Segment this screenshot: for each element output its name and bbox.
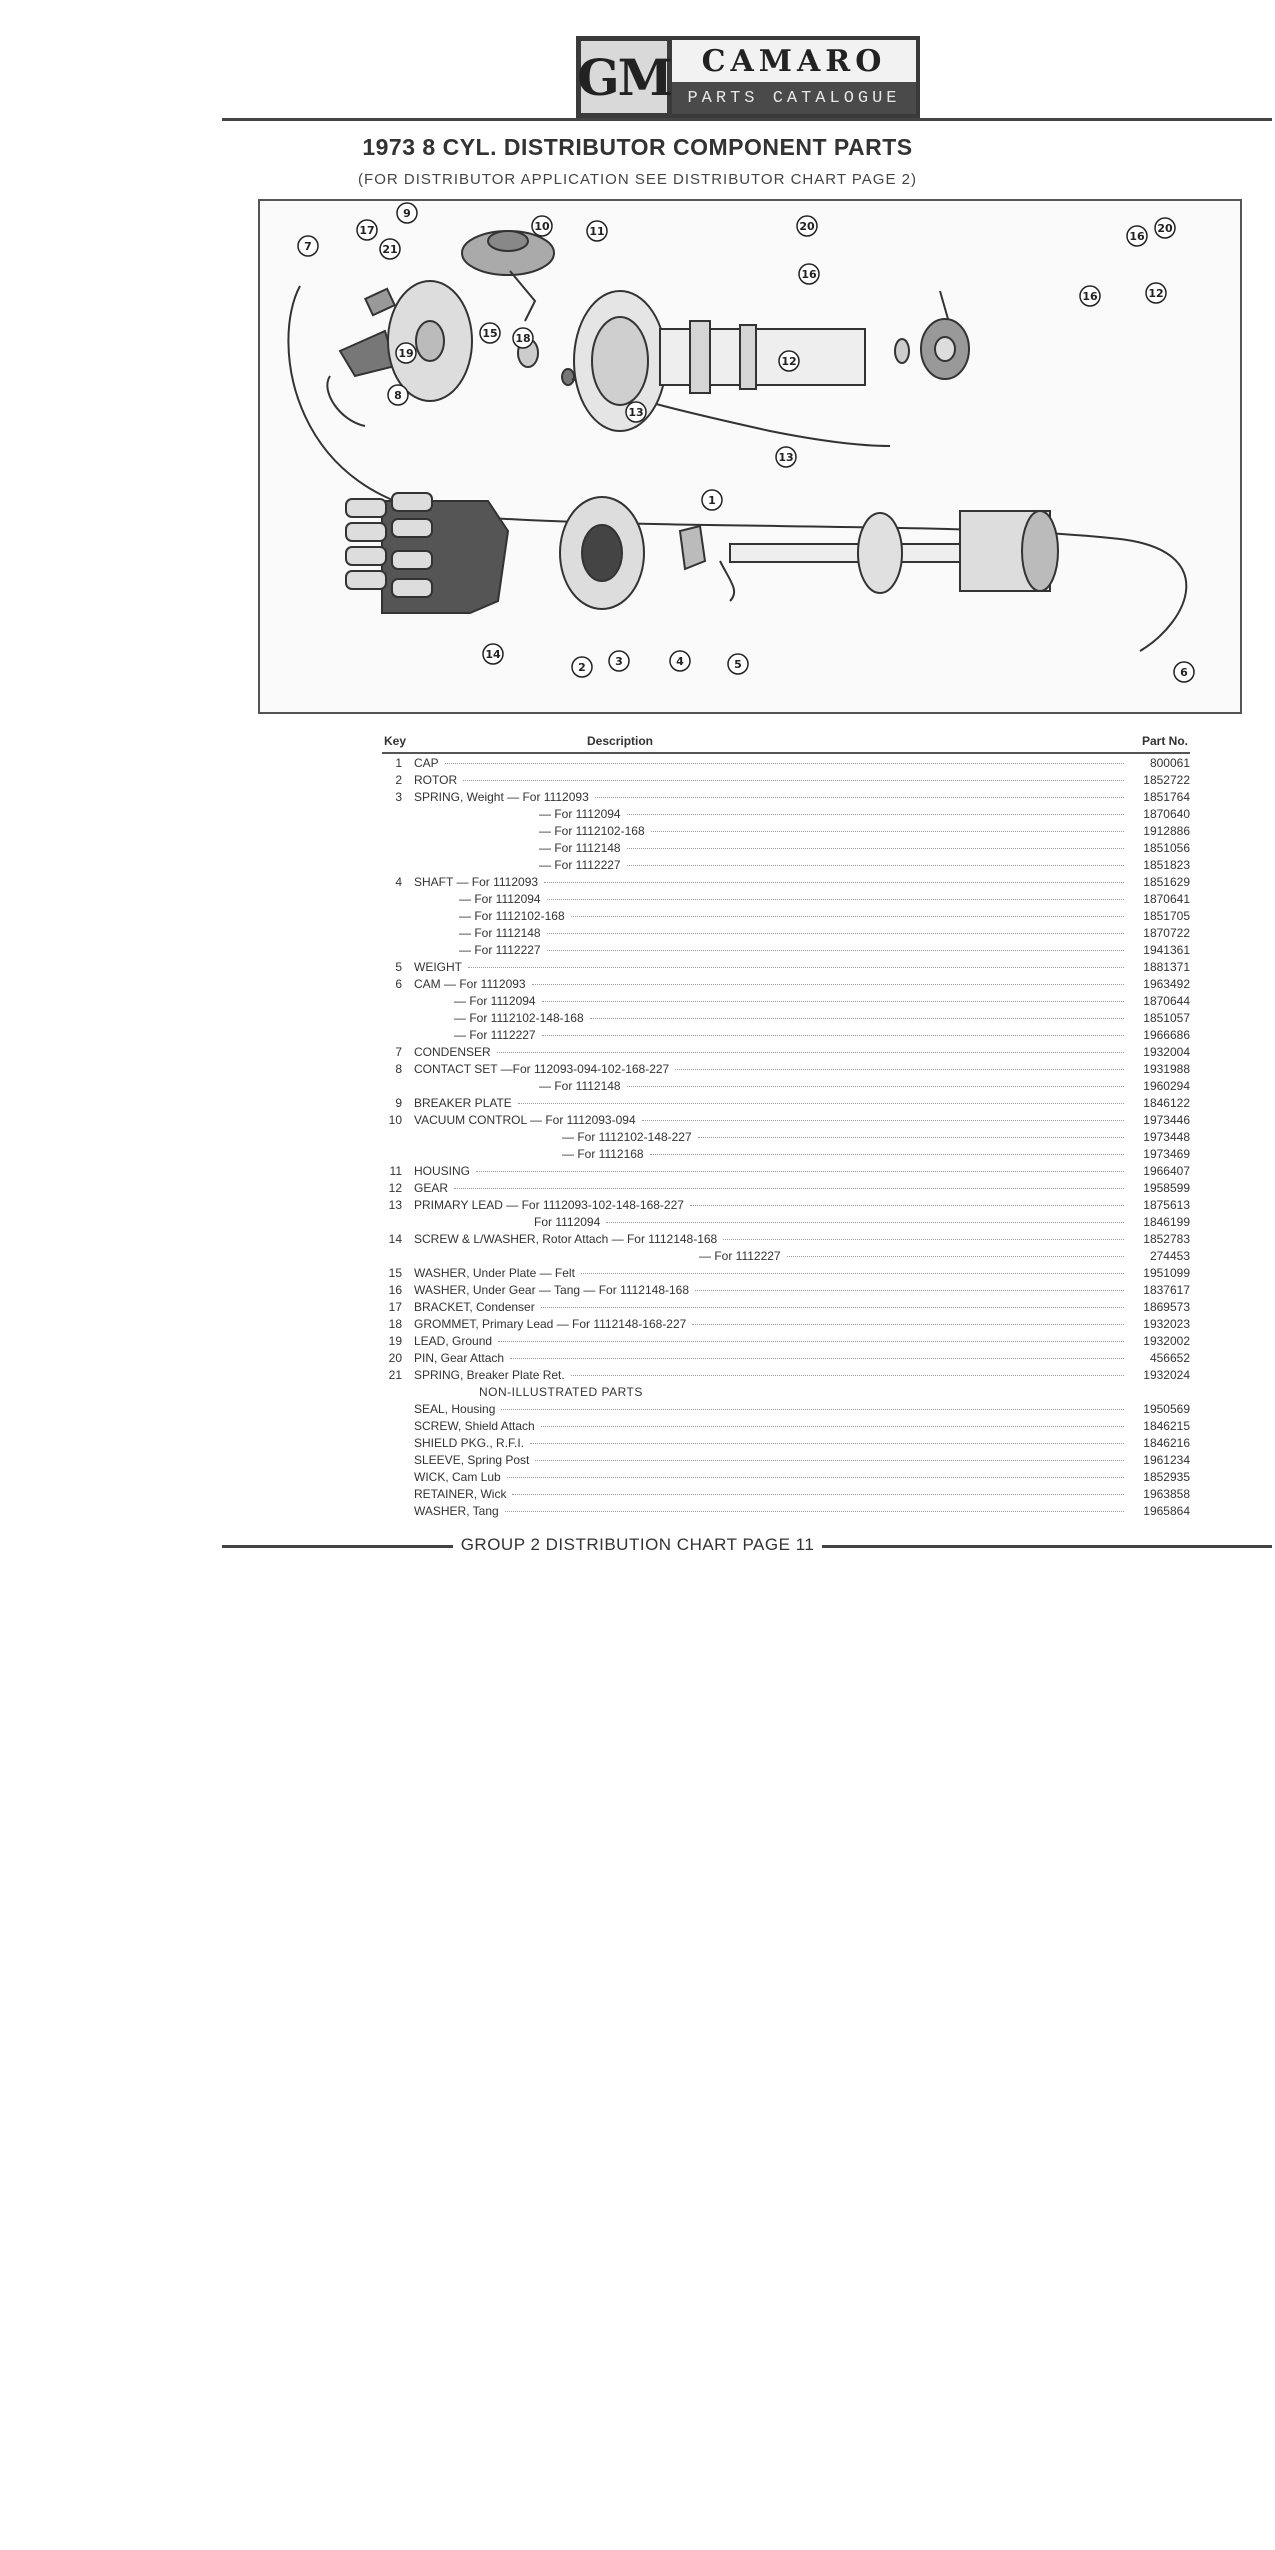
leader-dots: [463, 780, 1124, 781]
leader-dots: [468, 967, 1124, 968]
logo-model: CAMARO: [672, 40, 916, 82]
row-key: 2: [395, 773, 402, 787]
gm-camaro-logo: [576, 36, 920, 118]
row-description: SLEEVE, Spring Post: [414, 1453, 530, 1467]
col-description: Description: [587, 734, 654, 748]
row-part-number: 1870641: [1143, 892, 1190, 906]
callout-2: 2: [578, 661, 586, 674]
table-row: [382, 1402, 1190, 1419]
callout-18: 18: [515, 332, 531, 345]
row-part-number: 274453: [1149, 1249, 1190, 1263]
row-description: SPRING, Breaker Plate Ret.: [414, 1368, 565, 1382]
leader-dots: [454, 1188, 1124, 1189]
row-part-number: 1963492: [1143, 977, 1190, 991]
row-key: 4: [395, 875, 402, 889]
row-description: — For 1112148: [459, 926, 541, 940]
row-description: — For 1112094: [459, 892, 541, 906]
row-part-number: 1852722: [1143, 773, 1190, 787]
grommet: [562, 369, 574, 385]
leader-dots: [581, 1273, 1124, 1274]
row-part-number: 1931988: [1143, 1062, 1190, 1076]
callout-8: 8: [394, 389, 402, 402]
callout-20: 20: [799, 220, 815, 233]
table-row: [382, 1045, 1190, 1062]
leader-dots: [541, 1426, 1124, 1427]
table-row: [382, 1436, 1190, 1453]
leader-dots: [698, 1137, 1124, 1138]
row-description: BREAKER PLATE: [414, 1096, 512, 1110]
parts-table-header: [382, 734, 1190, 754]
table-row: [382, 892, 1190, 909]
row-part-number: 1851056: [1143, 841, 1190, 855]
row-description: SCREW & L/WASHER, Rotor Attach — For 1112148-168: [414, 1232, 718, 1246]
row-part-number: 1912886: [1143, 824, 1190, 838]
row-description: — For 1112227: [539, 858, 621, 872]
row-description: — For 1112227: [699, 1249, 781, 1263]
leader-dots: [497, 1052, 1124, 1053]
callout-11: 11: [589, 225, 605, 238]
leader-dots: [501, 1409, 1124, 1410]
leader-dots: [507, 1477, 1124, 1478]
row-part-number: 1960294: [1143, 1079, 1190, 1093]
leader-dots: [692, 1324, 1124, 1325]
row-key: 1: [395, 756, 402, 770]
table-row: [382, 858, 1190, 875]
weight: [680, 526, 705, 569]
table-row: [382, 756, 1190, 773]
leader-dots: [627, 814, 1124, 815]
callout-7: 7: [304, 240, 312, 253]
row-description: — For 1112102-148-168: [454, 1011, 584, 1025]
row-part-number: 1965864: [1143, 1504, 1190, 1518]
row-description: WASHER, Tang: [414, 1504, 499, 1518]
callout-10a: 10: [534, 220, 550, 233]
row-part-number: 1851057: [1143, 1011, 1190, 1025]
row-key: 18: [388, 1317, 402, 1331]
table-row: [382, 1198, 1190, 1215]
row-part-number: 1963858: [1143, 1487, 1190, 1501]
table-row: [382, 1368, 1190, 1385]
row-description: CONDENSER: [414, 1045, 491, 1059]
leader-dots: [445, 763, 1124, 764]
row-part-number: 1966407: [1143, 1164, 1190, 1178]
leader-dots: [510, 1358, 1124, 1359]
row-key: 20: [388, 1351, 402, 1365]
tang-washer: [895, 339, 909, 363]
contact-set: [340, 331, 395, 376]
row-description: WASHER, Under Plate — Felt: [414, 1266, 575, 1280]
table-row: [382, 1419, 1190, 1436]
row-description: For 1112094: [534, 1215, 601, 1229]
row-description: SPRING, Weight — For 1112093: [414, 790, 589, 804]
table-row: [382, 1470, 1190, 1487]
row-key: 8: [395, 1062, 402, 1076]
leader-dots: [530, 1443, 1124, 1444]
row-description: — For 1112102-148-227: [562, 1130, 692, 1144]
leader-dots: [606, 1222, 1124, 1223]
table-row: [382, 1130, 1190, 1147]
row-part-number: 1958599: [1143, 1181, 1190, 1195]
callout-16c: 16: [1129, 230, 1145, 243]
leader-dots: [571, 1375, 1124, 1376]
table-row: [382, 790, 1190, 807]
callout-21: 21: [382, 243, 398, 256]
callout-3: 3: [615, 655, 623, 668]
row-description: — For 1112227: [454, 1028, 536, 1042]
row-description: ROTOR: [414, 773, 458, 787]
row-description: PIN, Gear Attach: [414, 1351, 505, 1365]
cam: [858, 513, 902, 593]
row-description: CAP: [414, 756, 439, 770]
row-description: PRIMARY LEAD — For 1112093-102-148-168-227: [414, 1198, 684, 1212]
leader-dots: [642, 1120, 1124, 1121]
row-part-number: 1973448: [1143, 1130, 1190, 1144]
parts-table-body: [382, 756, 1190, 1521]
row-description: VACUUM CONTROL — For 1112093-094: [414, 1113, 636, 1127]
table-row: [382, 1232, 1190, 1249]
leader-dots: [690, 1205, 1124, 1206]
callout-5: 5: [734, 658, 742, 671]
leader-dots: [541, 1307, 1124, 1308]
leader-dots: [650, 1154, 1124, 1155]
row-part-number: 1932002: [1143, 1334, 1190, 1348]
row-description: HOUSING: [414, 1164, 471, 1178]
row-part-number: 1973469: [1143, 1147, 1190, 1161]
page-subtitle: (FOR DISTRIBUTOR APPLICATION SEE DISTRIBUTOR CHART PAGE 2): [358, 171, 917, 188]
row-description: SCREW, Shield Attach: [414, 1419, 535, 1433]
row-part-number: 1852783: [1143, 1232, 1190, 1246]
condenser: [365, 289, 394, 315]
leader-dots: [627, 865, 1124, 866]
table-row: [382, 1453, 1190, 1470]
gm-logo-mark: GM: [576, 36, 672, 118]
row-description: NON-ILLUSTRATED PARTS: [479, 1385, 643, 1399]
leader-dots: [532, 984, 1124, 985]
table-row: [382, 1113, 1190, 1130]
table-row: [382, 1487, 1190, 1504]
row-key: 17: [388, 1300, 402, 1314]
row-part-number: 1846216: [1143, 1436, 1190, 1450]
table-row: [382, 1249, 1190, 1266]
table-row: [382, 807, 1190, 824]
row-key: 21: [388, 1368, 402, 1382]
leader-dots: [651, 831, 1124, 832]
leader-dots: [627, 848, 1124, 849]
row-key: 15: [388, 1266, 402, 1280]
row-part-number: 800061: [1149, 756, 1190, 770]
leader-dots: [542, 1001, 1124, 1002]
leader-dots: [547, 933, 1124, 934]
row-part-number: 1851705: [1143, 909, 1190, 923]
table-row: [382, 1266, 1190, 1283]
table-row: [382, 1215, 1190, 1232]
table-row: [382, 1079, 1190, 1096]
row-part-number: 1973446: [1143, 1113, 1190, 1127]
row-part-number: 1875613: [1143, 1198, 1190, 1212]
row-key: 3: [395, 790, 402, 804]
row-key: 7: [395, 1045, 402, 1059]
row-description: WASHER, Under Gear — Tang — For 1112148-168: [414, 1283, 690, 1297]
table-row: [382, 1028, 1190, 1045]
table-row: [382, 875, 1190, 892]
row-key: 12: [388, 1181, 402, 1195]
row-key: 19: [388, 1334, 402, 1348]
callout-20b: 20: [1157, 222, 1173, 235]
leader-dots: [498, 1341, 1124, 1342]
leader-dots: [542, 1035, 1124, 1036]
gear-pin: [940, 291, 948, 319]
leader-dots: [512, 1494, 1124, 1495]
table-row: [382, 1504, 1190, 1521]
row-part-number: 1851629: [1143, 875, 1190, 889]
row-description: CAM — For 1112093: [414, 977, 526, 991]
callout-1: 1: [708, 494, 716, 507]
table-row: [382, 1164, 1190, 1181]
row-description: SEAL, Housing: [414, 1402, 496, 1416]
row-key: 5: [395, 960, 402, 974]
leader-dots: [695, 1290, 1124, 1291]
table-row: [382, 994, 1190, 1011]
leader-dots: [547, 950, 1124, 951]
row-part-number: 1941361: [1143, 943, 1190, 957]
row-description: — For 1112227: [459, 943, 541, 957]
table-row: [382, 1062, 1190, 1079]
logo-catalog: PARTS CATALOGUE: [672, 82, 916, 114]
table-row: [382, 1283, 1190, 1300]
row-description: — For 1112148: [539, 1079, 621, 1093]
table-row: [382, 926, 1190, 943]
leader-dots: [476, 1171, 1124, 1172]
row-key: 14: [388, 1232, 402, 1246]
leader-dots: [675, 1069, 1124, 1070]
leader-dots: [723, 1239, 1124, 1240]
col-part-no: Part No.: [1141, 734, 1188, 748]
row-part-number: 1950569: [1143, 1402, 1190, 1416]
row-part-number: 1932004: [1143, 1045, 1190, 1059]
table-row: [382, 977, 1190, 994]
row-description: SHIELD PKG., R.F.I.: [414, 1436, 525, 1450]
row-description: WEIGHT: [414, 960, 462, 974]
row-part-number: 1881371: [1143, 960, 1190, 974]
table-row: [382, 841, 1190, 858]
row-part-number: 1966686: [1143, 1028, 1190, 1042]
callout-4: 4: [676, 655, 684, 668]
row-key: 11: [389, 1164, 402, 1178]
table-row: [382, 824, 1190, 841]
leader-dots: [518, 1103, 1124, 1104]
table-row: [382, 1334, 1190, 1351]
row-key: 6: [395, 977, 402, 991]
table-row: [382, 1011, 1190, 1028]
row-description: RETAINER, Wick: [414, 1487, 507, 1501]
row-part-number: 1851823: [1143, 858, 1190, 872]
row-description: — For 1112094: [454, 994, 536, 1008]
callout-19: 19: [398, 347, 414, 360]
row-part-number: 1869573: [1143, 1300, 1190, 1314]
callout-15: 15: [482, 327, 498, 340]
callout-12: 12: [781, 355, 797, 368]
table-row: [382, 1147, 1190, 1164]
leader-dots: [595, 797, 1124, 798]
leader-dots: [627, 1086, 1124, 1087]
row-part-number: 456652: [1149, 1351, 1190, 1365]
row-part-number: 1837617: [1143, 1283, 1190, 1297]
row-description: SHAFT — For 1112093: [414, 875, 539, 889]
table-row: [382, 1096, 1190, 1113]
leader-dots: [505, 1511, 1124, 1512]
leader-dots: [535, 1460, 1124, 1461]
row-key: 9: [395, 1096, 402, 1110]
callout-6: 6: [1180, 666, 1188, 679]
leader-dots: [590, 1018, 1124, 1019]
col-key: Key: [384, 734, 407, 748]
callout-16b: 16: [1082, 290, 1098, 303]
ground-lead: [327, 376, 365, 426]
row-description: BRACKET, Condenser: [414, 1300, 535, 1314]
row-part-number: 1870722: [1143, 926, 1190, 940]
leader-dots: [544, 882, 1124, 883]
table-section-heading: [382, 1385, 1190, 1402]
row-description: — For 1112102-168: [459, 909, 565, 923]
row-part-number: 1846215: [1143, 1419, 1190, 1433]
row-part-number: 1932024: [1143, 1368, 1190, 1382]
footer-note: [0, 1535, 1275, 1555]
row-part-number: 1846199: [1143, 1215, 1190, 1229]
row-key: 16: [388, 1283, 402, 1297]
table-row: [382, 773, 1190, 790]
row-description: — For 1112168: [562, 1147, 644, 1161]
row-description: GROMMET, Primary Lead — For 1112148-168-227: [414, 1317, 687, 1331]
callout-13b: 13: [778, 451, 794, 464]
table-row: [382, 960, 1190, 977]
row-part-number: 1852935: [1143, 1470, 1190, 1484]
row-description: — For 1112102-168: [539, 824, 645, 838]
callout-12b: 12: [1148, 287, 1164, 300]
row-part-number: 1951099: [1143, 1266, 1190, 1280]
row-part-number: 1961234: [1143, 1453, 1190, 1467]
logo-text-block: [672, 36, 920, 118]
row-part-number: 1870644: [1143, 994, 1190, 1008]
leader-dots: [547, 899, 1124, 900]
leader-dots: [571, 916, 1124, 917]
table-row: [382, 1317, 1190, 1334]
table-row: [382, 1351, 1190, 1368]
row-description: WICK, Cam Lub: [414, 1470, 501, 1484]
row-key: 10: [388, 1113, 402, 1127]
row-description: — For 1112148: [539, 841, 621, 855]
table-row: [382, 943, 1190, 960]
footer-label: GROUP 2 DISTRIBUTION CHART PAGE 11: [453, 1535, 823, 1554]
leader-dots: [787, 1256, 1124, 1257]
row-description: LEAD, Ground: [414, 1334, 493, 1348]
table-row: [382, 1300, 1190, 1317]
table-row: [382, 1181, 1190, 1198]
row-description: CONTACT SET —For 112093-094-102-168-227: [414, 1062, 670, 1076]
callout-16: 16: [801, 268, 817, 281]
row-description: GEAR: [414, 1181, 449, 1195]
exploded-distributor-diagram: [258, 199, 1242, 714]
header-rule: [222, 118, 1272, 121]
callout-17: 17: [359, 224, 375, 237]
row-part-number: 1932023: [1143, 1317, 1190, 1331]
callout-9: 9: [403, 207, 411, 220]
diagram-drawing: [260, 201, 1240, 712]
table-row: [382, 909, 1190, 926]
row-key: 13: [388, 1198, 402, 1212]
row-part-number: 1870640: [1143, 807, 1190, 821]
page-title: 1973 8 CYL. DISTRIBUTOR COMPONENT PARTS: [362, 134, 913, 160]
callout-13: 13: [628, 406, 644, 419]
row-part-number: 1851764: [1143, 790, 1190, 804]
row-part-number: 1846122: [1143, 1096, 1190, 1110]
row-description: — For 1112094: [539, 807, 621, 821]
callout-14: 14: [485, 648, 501, 661]
